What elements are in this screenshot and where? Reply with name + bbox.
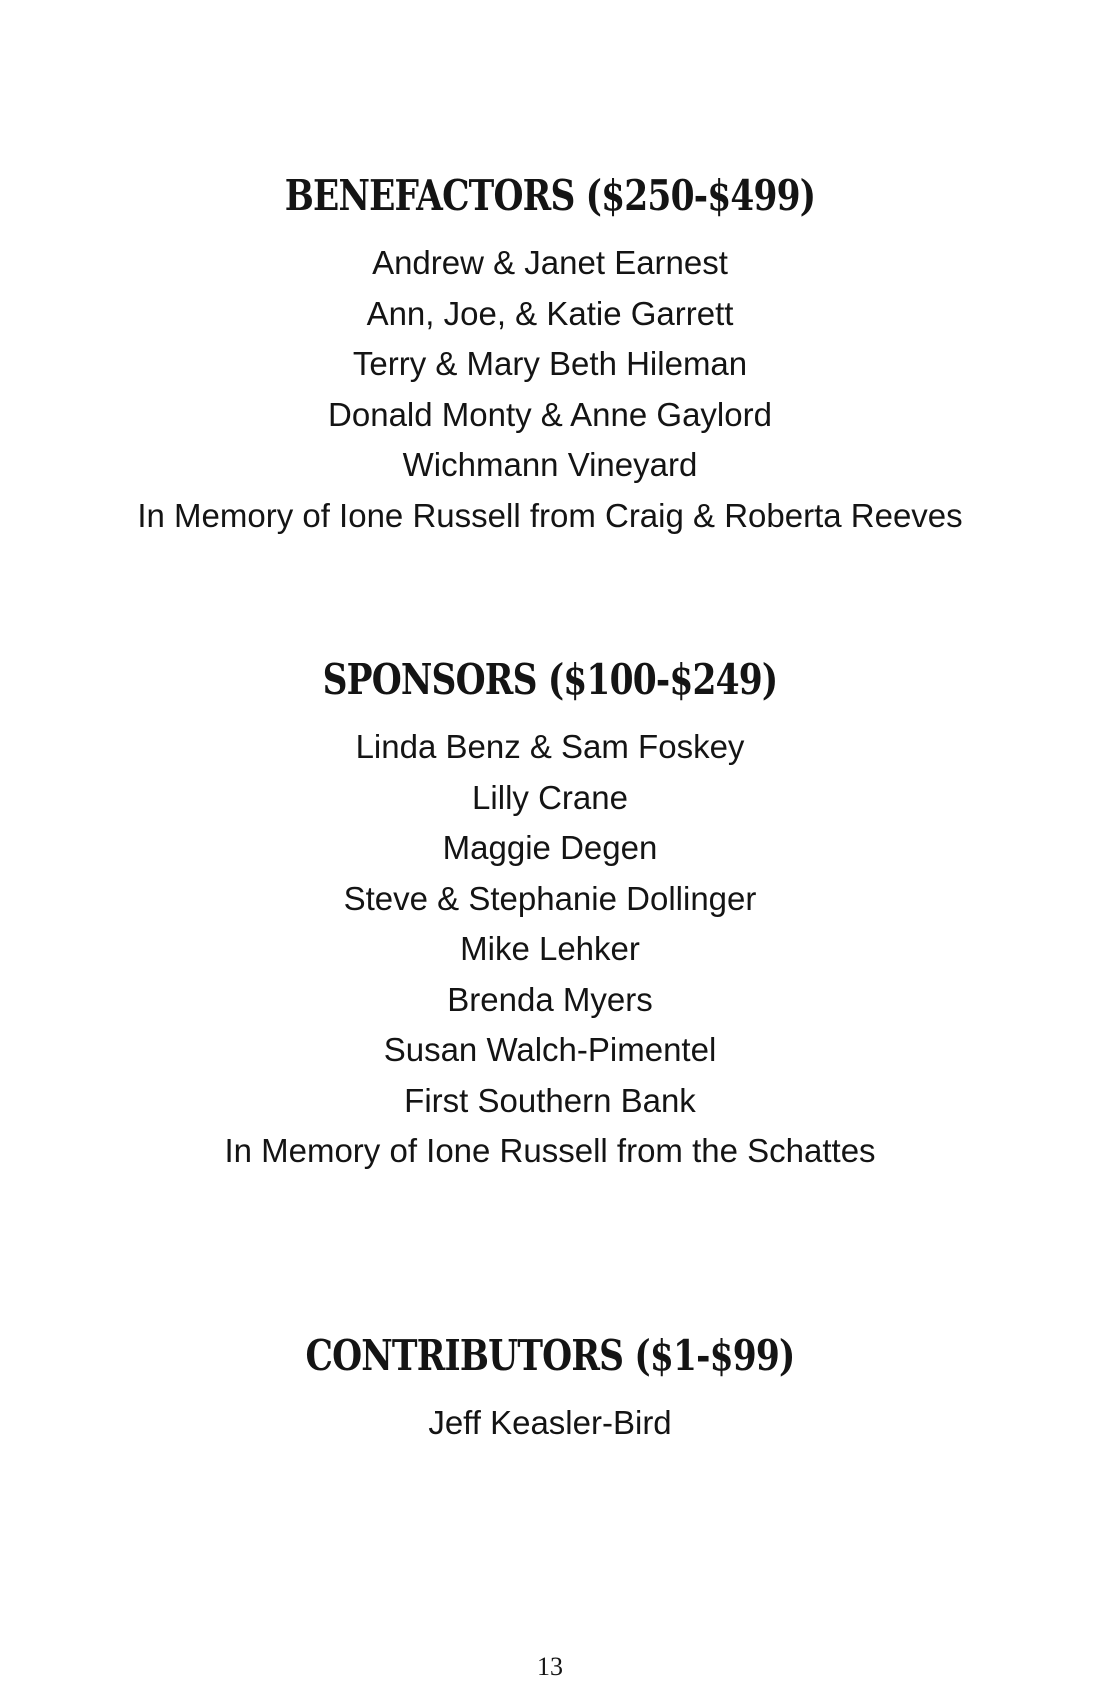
section-heading: CONTRIBUTORS ($1-$99) [305, 1331, 795, 1380]
donor-name: In Memory of Ione Russell from Craig & Roberta Reeves [137, 496, 963, 534]
donor-list [0, 722, 1100, 1177]
page-number: 13 [537, 1652, 563, 1681]
donor-list [0, 238, 1100, 541]
donor-list [0, 1398, 1100, 1449]
donor-name: Ann, Joe, & Katie Garrett [366, 294, 734, 332]
donor-name: Wichmann Vineyard [402, 446, 698, 483]
donor-name: Andrew & Janet Earnest [372, 244, 728, 281]
section-heading: SPONSORS ($100-$249) [322, 655, 778, 704]
donor-name: Steve & Stephanie Dollinger [343, 879, 757, 917]
donor-name: Brenda Myers [447, 980, 653, 1018]
donor-name: Maggie Degen [442, 829, 658, 866]
donor-name: Donald Monty & Anne Gaylord [328, 395, 772, 433]
donor-name: Susan Walch-Pimentel [383, 1031, 717, 1068]
donor-name: Terry & Mary Beth Hileman [352, 345, 748, 382]
donor-name: Linda Benz & Sam Foskey [355, 728, 745, 765]
sponsors-section [0, 652, 1100, 1177]
contributors-section [0, 1328, 1100, 1449]
donor-name: First Southern Bank [404, 1081, 696, 1119]
donor-name: Mike Lehker [460, 930, 640, 967]
donor-name: Lilly Crane [472, 778, 628, 816]
donor-name: Jeff Keasler-Bird [428, 1404, 672, 1441]
benefactors-section [0, 168, 1100, 541]
donor-name: In Memory of Ione Russell from the Schattes [224, 1132, 876, 1169]
section-heading: BENEFACTORS ($250-$499) [284, 171, 816, 220]
